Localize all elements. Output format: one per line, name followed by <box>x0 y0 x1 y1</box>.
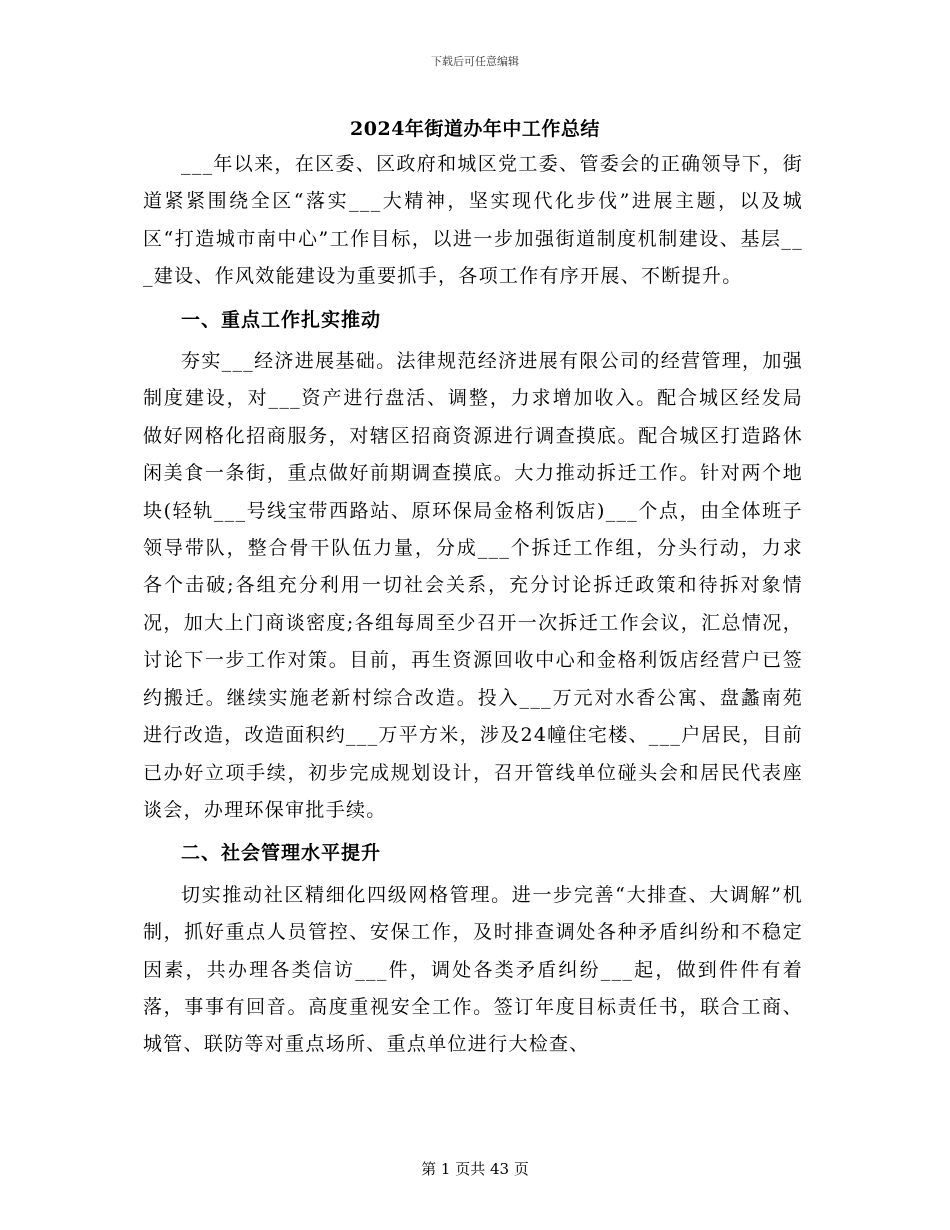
section-heading-2: 二、社会管理水平提升 <box>181 842 382 865</box>
section-2-paragraph: 切实推动社区精细化四级网格管理。进一步完善“大排查、大调解”机制，抓好重点人员管控、安保工作，及时排查调处各种矛盾纠纷和不稳定因素，共办理各类信访___件，调处各类矛盾纠纷___起，做到件件有着落，事事有回音。高度重视安全工作。签订年度目标责任书，联合工商、城管、联防等对重点场所、重点单位进行大检查、 <box>143 883 803 1056</box>
intro-paragraph: ___年以来，在区委、区政府和城区党工委、管委会的正确领导下，街道紧紧围绕全区“落实___大精神，坚实现代化步伐”进展主题，以及城区“打造城市南中心”工作目标，以进一步加强街道制度机制建设、基层___建设、作风效能建设为重要抓手，各项工作有序开展、不断提升。 <box>143 153 803 288</box>
document-title: 2024年街道办年中工作总结 <box>350 118 600 140</box>
section-1-paragraph: 夯实___经济进展基础。法律规范经济进展有限公司的经营管理，加强制度建设，对___资产进行盘活、调整，力求增加收入。配合城区经发局做好网格化招商服务，对辖区招商资源进行调查摸底。配合城区打造路休闲美食一条街，重点做好前期调查摸底。大力推动拆迁工作。针对两个地块(轻轨___号线宝带西路站、原环保局金格利饭店)___个点，由全体班子领导带队，整合骨干队伍力量，分成___个拆迁工作组，分头行动，力求各个击破;各组充分利用一切社会关系，充分讨论拆迁政策和待拆对象情况，加大上门商谈密度;各组每周至少召开一次拆迁工作会议，汇总情况，讨论下一步工作对策。目前，再生资源回收中心和金格利饭店经营户已签约搬迁。继续实施老新村综合改造。投入___万元对水香公寓、盘蠡南苑进行改造，改造面积约___万平方米，涉及24幢住宅楼、___户居民，目前已办好立项手续，初步完成规划设计，召开管线单位碰头会和居民代表座谈会，办理环保审批手续。 <box>143 350 803 821</box>
document-body <box>143 146 803 1064</box>
header-note: 下载后可任意编辑 <box>431 55 519 68</box>
section-heading-1: 一、重点工作扎实推动 <box>181 308 382 331</box>
page-number: 第 1 页共 43 页 <box>421 1160 529 1178</box>
